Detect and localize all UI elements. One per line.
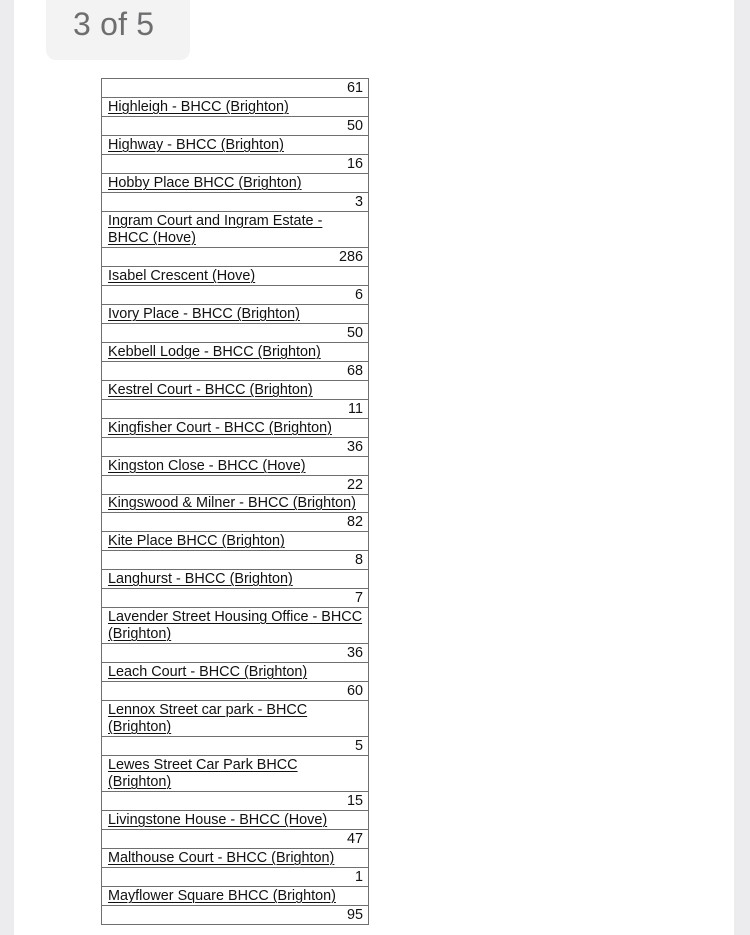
table-row (102, 701, 369, 737)
table-row (102, 495, 369, 513)
table-row (102, 737, 369, 756)
table-row (102, 608, 369, 644)
table-row (102, 532, 369, 551)
table-row (102, 419, 369, 438)
table-row (102, 513, 369, 532)
table-row (102, 811, 369, 830)
location-cell: Livingstone House - BHCC (Hove) (102, 811, 369, 830)
location-cell: Highway - BHCC (Brighton) (102, 136, 369, 155)
value-cell: 50 (102, 324, 369, 343)
location-cell: Lewes Street Car Park BHCC (Brighton) (102, 756, 369, 792)
value-cell: 11 (102, 400, 369, 419)
value-cell: 68 (102, 362, 369, 381)
table-row (102, 362, 369, 381)
table-row (102, 644, 369, 663)
location-cell: Ivory Place - BHCC (Brighton) (102, 305, 369, 324)
table-row (102, 589, 369, 608)
value-cell: 286 (102, 248, 369, 267)
location-cell: Kebbell Lodge - BHCC (Brighton) (102, 343, 369, 362)
value-cell: 7 (102, 589, 369, 608)
table-row (102, 868, 369, 887)
page-indicator-text: 3 of 5 (73, 6, 155, 42)
value-cell: 3 (102, 193, 369, 212)
table-row (102, 98, 369, 117)
table-row (102, 682, 369, 701)
value-cell: 61 (102, 79, 369, 98)
table-row (102, 267, 369, 286)
location-cell: Malthouse Court - BHCC (Brighton) (102, 849, 369, 868)
table-row (102, 906, 369, 925)
table-row (102, 457, 369, 476)
location-cell: Isabel Crescent (Hove) (102, 267, 369, 286)
table-row (102, 117, 369, 136)
table-row (102, 438, 369, 457)
location-cell: Ingram Court and Ingram Estate - BHCC (Hove) (102, 212, 369, 248)
location-cell: Lennox Street car park - BHCC (Brighton) (102, 701, 369, 737)
location-cell: Kingswood & Milner - BHCC (Brighton) (102, 495, 369, 513)
table-row (102, 324, 369, 343)
table-row (102, 756, 369, 792)
value-cell: 8 (102, 551, 369, 570)
table-row (102, 663, 369, 682)
location-cell: Hobby Place BHCC (Brighton) (102, 174, 369, 193)
table-row (102, 476, 369, 495)
value-cell: 95 (102, 906, 369, 925)
value-cell: 6 (102, 286, 369, 305)
value-cell: 60 (102, 682, 369, 701)
location-cell: Kingfisher Court - BHCC (Brighton) (102, 419, 369, 438)
table-row (102, 343, 369, 362)
value-cell: 50 (102, 117, 369, 136)
table-row (102, 792, 369, 811)
table-row (102, 849, 369, 868)
table-row (102, 830, 369, 849)
table-row (102, 551, 369, 570)
location-cell: Lavender Street Housing Office - BHCC (Brighton) (102, 608, 369, 644)
table-row (102, 305, 369, 324)
table-row (102, 286, 369, 305)
value-cell: 1 (102, 868, 369, 887)
table-row (102, 400, 369, 419)
value-cell: 15 (102, 792, 369, 811)
page-indicator (46, 0, 190, 60)
parking-table (101, 78, 369, 925)
value-cell: 47 (102, 830, 369, 849)
value-cell: 36 (102, 438, 369, 457)
location-cell: Kingston Close - BHCC (Hove) (102, 457, 369, 476)
table-row (102, 212, 369, 248)
location-cell: Kestrel Court - BHCC (Brighton) (102, 381, 369, 400)
table-row (102, 248, 369, 267)
value-cell: 22 (102, 476, 369, 495)
location-cell: Kite Place BHCC (Brighton) (102, 532, 369, 551)
table-row (102, 155, 369, 174)
value-cell: 16 (102, 155, 369, 174)
table-row (102, 136, 369, 155)
value-cell: 82 (102, 513, 369, 532)
table-row (102, 79, 369, 98)
table-row (102, 381, 369, 400)
location-cell: Highleigh - BHCC (Brighton) (102, 98, 369, 117)
table-row (102, 887, 369, 906)
value-cell: 36 (102, 644, 369, 663)
location-cell: Langhurst - BHCC (Brighton) (102, 570, 369, 589)
value-cell: 5 (102, 737, 369, 756)
table-row (102, 174, 369, 193)
location-cell: Leach Court - BHCC (Brighton) (102, 663, 369, 682)
table-row (102, 570, 369, 589)
table-row (102, 193, 369, 212)
location-cell: Mayflower Square BHCC (Brighton) (102, 887, 369, 906)
